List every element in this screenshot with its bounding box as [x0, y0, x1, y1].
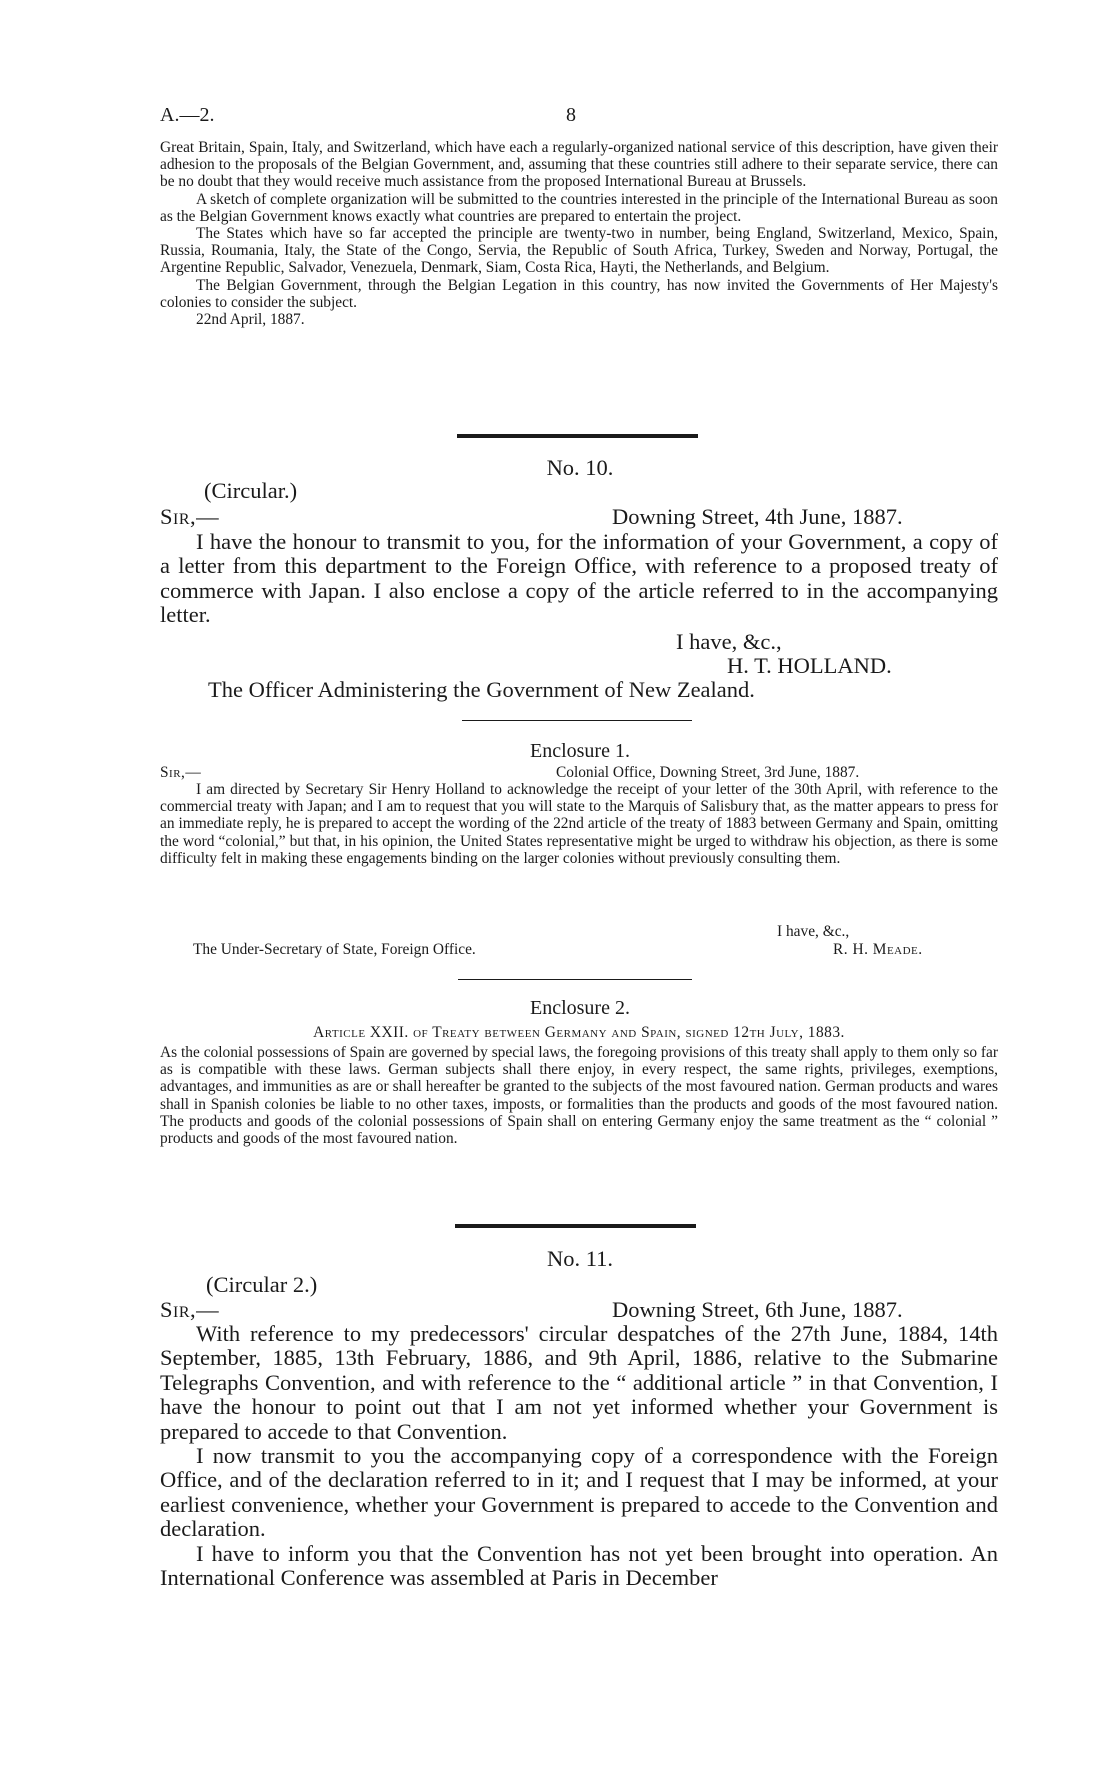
- no10-circular-label: (Circular.): [204, 478, 298, 503]
- enclosure1-salutation: Sir,—: [160, 764, 202, 781]
- enclosure1-closing: I have, &c.,: [777, 923, 850, 940]
- no10-body: I have the honour to transmit to you, for the information of your Government, a copy of a letter from this department to the Foreign Office, with reference to a proposed treaty of commerce with Japan. I also enclose a copy of the article referred to in the accompanying letter.: [160, 529, 998, 628]
- enclosure1-signature: R. H. Meade.: [833, 941, 923, 958]
- enclosure1-body: I am directed by Secretary Sir Henry Holland to acknowledge the receipt of your letter of the 30th April, with reference to the commercial treaty with Japan; and I am to request that you will state to the Marquis of Salisbury that, as the matter appears to press for an immediate reply, he is prepared to accept the wording of the 22nd article of the treaty of 1883 between Germany and Spain, omitting the word “colonial,” but that, in his opinion, the United States representative might be urged to withdraw his objection, as there is some difficulty felt in making these engagements binding on the larger colonies without previously consulting them.: [160, 781, 998, 867]
- intro-section: [160, 139, 998, 328]
- no10-closing: I have, &c.,: [676, 629, 782, 654]
- document-reference: A.—2.: [160, 104, 215, 126]
- no10-signature: H. T. HOLLAND.: [727, 653, 892, 678]
- no10-salutation: Sir,—: [160, 504, 220, 529]
- enclosure1-addressee: The Under-Secretary of State, Foreign Office.: [193, 941, 476, 958]
- no10-address: Downing Street, 4th June, 1887.: [612, 504, 903, 529]
- page-number: 8: [566, 104, 576, 126]
- no11-address: Downing Street, 6th June, 1887.: [612, 1297, 903, 1322]
- intro-paragraph-2: A sketch of complete organization will be submitted to the countries interested in the principle of the International Bureau as soon as the Belgian Government knows exactly what countries are prepared to entertain the project.: [160, 190, 998, 225]
- enclosure1-address: Colonial Office, Downing Street, 3rd June, 1887.: [556, 764, 860, 781]
- intro-paragraph-3: The States which have so far accepted the principle are twenty-two in number, being England, Switzerland, Mexico, Spain, Russia, Roumania, Italy, the State of the Congo, Servia, the Republic of South Africa, Turkey, Sweden and Norway, Portugal, the Argentine Republic, Salvador, Venezuela, Denmark, Siam, Costa Rica, Hayti, the Netherlands, and Belgium.: [160, 225, 998, 277]
- no11-circular-label: (Circular 2.): [206, 1272, 318, 1297]
- no11-paragraph-2: I now transmit to you the accompanying copy of a correspondence with the Foreign Office, and of the declaration referred to in it; and I request that I may be informed, at your earliest convenience, whether your Government is prepared to accede to the Convention and declaration.: [160, 1443, 998, 1542]
- no10-heading: No. 10.: [546, 455, 614, 480]
- enclosure1-body-block: [160, 781, 998, 867]
- intro-paragraph-4: The Belgian Government, through the Belgian Legation in this country, has now invited the Governments of Her Majesty's colonies to consider the subject.: [160, 276, 998, 311]
- no10-addressee: The Officer Administering the Government of New Zealand.: [208, 677, 755, 702]
- section-rule-thick: [455, 1224, 696, 1228]
- enclosure1-heading: Enclosure 1.: [530, 740, 630, 762]
- no11-paragraph-1: With reference to my predecessors' circular despatches of the 27th June, 1884, 14th September, 1885, 13th February, 1886, and 9th April, 1886, relative to the Submarine Telegraphs Convention, and with reference to the “ additional article ” in that Convention, I have the honour to point out that I am not yet informed whether your Government is prepared to accede to that Convention.: [160, 1321, 998, 1444]
- enclosure2-body-block: [160, 1044, 998, 1147]
- section-rule-thick: [457, 434, 698, 438]
- no11-body-block: [160, 1322, 998, 1590]
- enclosure2-body: As the colonial possessions of Spain are governed by special laws, the foregoing provisions of this treaty shall apply to them only so far as is compatible with these laws. German subjects shall there enjoy, in every respect, the same rights, privileges, exemptions, advantages, and immunities as are or shall hereafter be granted to the subjects of the most favoured nation. German products and wares shall in Spanish colonies be liable to no other taxes, imposts, or formalities than the products and goods of the most favoured nation. The products and goods of the colonial possessions of Spain shall on entering Germany enjoy the same treatment as the “ colonial ” products and goods of the most favoured nation.: [160, 1044, 998, 1148]
- section-rule-thin: [462, 720, 692, 721]
- intro-date: 22nd April, 1887.: [196, 311, 305, 329]
- enclosure2-subheading: Article XXII. of Treaty between Germany and Spain, signed 12th July, 1883.: [313, 1024, 845, 1041]
- no10-body-block: [160, 530, 998, 628]
- no11-paragraph-3: I have to inform you that the Convention has not yet been brought into operation. An International Conference was assembled at Paris in December: [160, 1540, 998, 1591]
- no11-salutation: Sir,—: [160, 1297, 220, 1322]
- intro-paragraph-1: Great Britain, Spain, Italy, and Switzerland, which have each a regularly-organized national service of this description, have given their adhesion to the proposals of the Belgian Government, and, assuming that these countries still adhere to their separate service, there can be no doubt that they would receive much assistance from the proposed International Bureau at Brussels.: [160, 139, 998, 191]
- enclosure2-heading: Enclosure 2.: [530, 997, 630, 1019]
- no11-heading: No. 11.: [546, 1246, 614, 1271]
- section-rule-thin: [458, 979, 692, 980]
